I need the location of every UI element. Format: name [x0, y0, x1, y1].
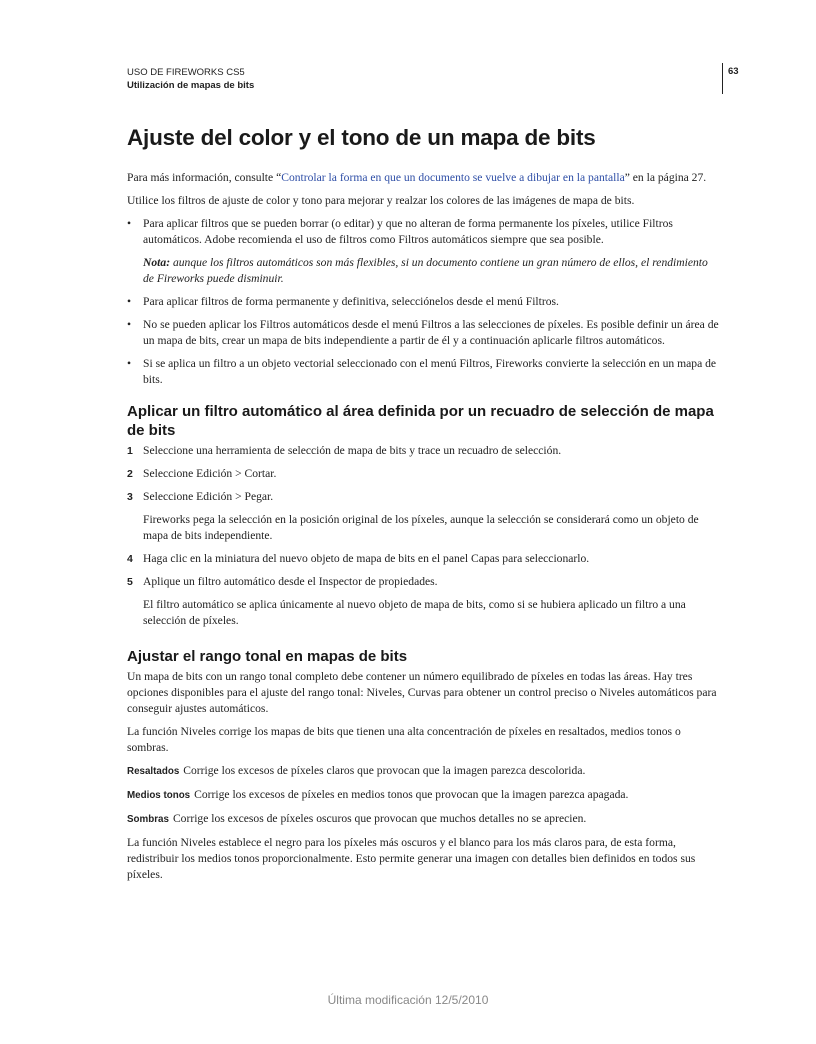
- page-number: 63: [728, 66, 739, 77]
- cross-reference-link[interactable]: Controlar la forma en que un documento se vuelve a dibujar en la pantalla: [281, 171, 625, 184]
- list-item: 2 Seleccione Edición > Cortar.: [127, 467, 277, 480]
- paragraph: La función Niveles establece el negro para los píxeles más oscuros y el blanco para los más claros para, de esta forma, redistribuir los medios tonos proporcionalmente. Esto permite generar una imagen con detalles bien definidos en todos sus píxeles.: [127, 836, 696, 881]
- step-list: [127, 443, 719, 505]
- definition-item: Medios tonos Corrige los excesos de píxeles en medios tonos que provocan que la imagen parezca apagada.: [127, 788, 629, 801]
- page-title: Ajuste del color y el tono de un mapa de bits: [127, 125, 596, 150]
- definition-item: Sombras Corrige los excesos de píxeles oscuros que provocan que muchos detalles no se aprecien.: [127, 812, 587, 825]
- step-list: [127, 551, 719, 590]
- paragraph: Un mapa de bits con un rango tonal completo debe contener un número equilibrado de píxeles en todas las áreas. Hay tres opciones disponibles para el ajuste del rango tonal: Niveles, Curvas para obtener un control preciso o Niveles automáticos para conseguir ajustes automáticos.: [127, 670, 717, 715]
- list-item: • No se pueden aplicar los Filtros automáticos desde el menú Filtros a las selecciones de píxeles. Es posible definir un área de un mapa de bits, crear un mapa de bits independiente a partir de él y a continuación aplicarle filtros automáticos.: [127, 317, 719, 349]
- list-item: 4 Haga clic en la miniatura del nuevo objeto de mapa de bits en el panel Capas para seleccionarlo.: [127, 552, 590, 565]
- header-rule: [722, 63, 723, 94]
- page-footer: Última modificación 12/5/2010: [327, 993, 489, 1007]
- chapter-title: Utilización de mapas de bits: [127, 80, 255, 91]
- list-item: • Para aplicar filtros que se pueden borrar (o editar) y que no alteran de forma permanente los píxeles, utilice Filtros automáticos. Adobe recomienda el uso de filtros como Filtros automáticos siempre que sea posible. Nota: aunque los filtros automáticos son más flexibles, si un documento contiene un gran número de ellos, el rendimiento de Fireworks puede disminuir.: [127, 216, 719, 287]
- running-header: [127, 66, 254, 92]
- section-heading: Aplicar un filtro automático al área definida por un recuadro de selección de mapa de bits: [127, 403, 714, 439]
- note: Nota: aunque los filtros automáticos son más flexibles, si un documento contiene un gran número de ellos, el rendimiento de Fireworks puede disminuir.: [143, 256, 708, 285]
- paragraph: La función Niveles corrige los mapas de bits que tienen una alta concentración de píxeles en resaltados, medios tonos o sombras.: [127, 725, 681, 754]
- step-detail: El filtro automático se aplica únicamente al nuevo objeto de mapa de bits, como si se hubiera aplicado un filtro a una selección de píxeles.: [143, 598, 686, 627]
- list-item: 5 Aplique un filtro automático desde el Inspector de propiedades.: [127, 575, 438, 588]
- step-detail: Fireworks pega la selección en la posición original de los píxeles, aunque la selección se considerará como un objeto de mapa de bits independiente.: [143, 513, 699, 542]
- list-item: 3 Seleccione Edición > Pegar.: [127, 490, 274, 503]
- definition-item: Resaltados Corrige los excesos de píxeles claros que provocan que la imagen parezca descolorida.: [127, 764, 586, 777]
- section-heading: Ajustar el rango tonal en mapas de bits: [127, 648, 408, 665]
- bullet-list: [127, 216, 719, 388]
- doc-title: USO DE FIREWORKS CS5: [127, 67, 245, 78]
- page-content: [127, 124, 719, 890]
- list-item: 1 Seleccione una herramienta de selección de mapa de bits y trace un recuadro de selección.: [127, 444, 562, 457]
- paragraph: Utilice los filtros de ajuste de color y tono para mejorar y realzar los colores de las imágenes de mapa de bits.: [127, 194, 635, 207]
- intro-paragraph: Para más información, consulte “Controlar la forma en que un documento se vuelve a dibujar en la pantalla” en la página 27.: [127, 171, 707, 184]
- list-item: • Para aplicar filtros de forma permanente y definitiva, selecciónelos desde el menú Filtros.: [127, 294, 719, 310]
- list-item: • Si se aplica un filtro a un objeto vectorial seleccionado con el menú Filtros, Fireworks convierte la selección en un mapa de bits.: [127, 356, 719, 388]
